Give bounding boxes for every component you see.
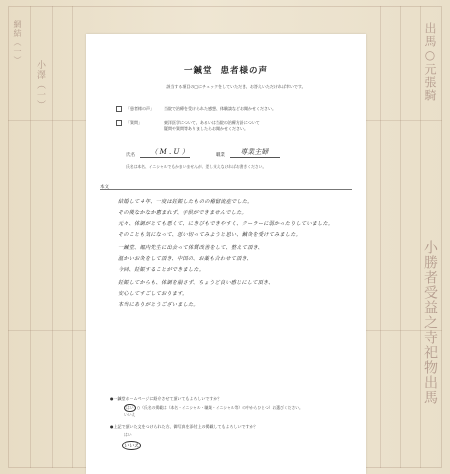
body-label: 本文 <box>100 185 109 190</box>
column-rule <box>52 6 53 468</box>
handwritten-line: 本当にありがとうございました。 <box>118 302 199 308</box>
option-desc-line: 疑問や質問等ありましたらお聞かせください。 <box>164 126 248 131</box>
handwritten-line: 安心してすごしております。 <box>118 291 188 297</box>
name-field[interactable] <box>140 148 190 158</box>
job-label: 職業 <box>215 153 225 158</box>
name-job-row <box>126 148 280 158</box>
option-desc: 当院で治療を受けられた感想、体験談などお聞かせください。 <box>164 106 276 111</box>
clinic-name: 一鍼堂 <box>183 66 213 76</box>
option-desc-line: 東洋医学について、あるいは当院の治療方針について <box>164 120 260 125</box>
answer-no[interactable]: いいえ <box>124 443 140 449</box>
handwritten-line: 一鍼堂、堀内先生に出会って体質改善をして、整えて頂き、 <box>118 245 264 251</box>
handwritten-line: 今回、妊娠することができました。 <box>118 267 205 273</box>
question-homepage-sub <box>124 404 303 412</box>
option-label: 「質問」 <box>126 120 142 125</box>
name-note: 氏名は本名、イニシャルでもかまいませんが、差し支えなければお書きください。 <box>126 164 267 169</box>
body-area[interactable] <box>100 189 352 388</box>
sheet-title <box>86 64 366 76</box>
intro-line: 該当する項目の□にチェックをしていただき、お答えいただければ幸いです。 <box>166 84 306 89</box>
handwritten-line: 結婚して４年、一度は妊娠したものの稽留流産でした。 <box>118 199 253 205</box>
left-margin-text: 網結（一） <box>13 20 22 65</box>
question-photo: ●上記で頂いた文をつけられた方、御写真を添付上の掲載してもよろしいですか？ <box>110 424 258 429</box>
column-rule <box>380 6 381 468</box>
job-value: 専業主婦 <box>240 148 269 156</box>
answer-circled <box>122 441 141 450</box>
handwritten-line: その後なかなか恵まれず、子供ができませんでした。 <box>118 210 247 216</box>
column-rule <box>400 6 401 468</box>
question-homepage: ●一鍼堂ホームページに紹介させて頂いてもよろしいですか？ <box>110 396 222 401</box>
checkbox[interactable] <box>116 106 122 112</box>
column-rule <box>30 6 31 468</box>
form-title: 患者様の声 <box>220 66 269 76</box>
option-patient-voice <box>116 106 276 112</box>
column-rule <box>72 6 73 468</box>
answer-yes[interactable]: はい <box>124 432 132 437</box>
option-question <box>116 120 260 132</box>
left-margin-text: 小澤（一） <box>35 60 45 110</box>
handwritten-line: 元々、体調がとても悪くて、にきびもできやすく、クーラーに弱かったりしていました。 <box>118 221 334 227</box>
answer-sub-text: ○（氏名の掲載は（本名・イニシャル・職業・イニシャル等）の中からひとつ）お選びください。 <box>136 405 303 410</box>
handwritten-line: 妊娠してからも、体調を崩さず、ちょうど良い感じにして頂き、 <box>118 280 274 286</box>
handwritten-line: 温かいお灸をして頂き、中国の、お薬も合わせて頂き、 <box>118 256 253 262</box>
testimonial-sheet <box>86 34 366 474</box>
job-field[interactable] <box>230 148 280 158</box>
handwritten-line: そのことも気になって、思い切ってみようと思い、鍼灸を受けてみました。 <box>118 232 302 238</box>
right-margin-text: 出馬○元張騎 <box>423 22 437 102</box>
checkbox[interactable] <box>116 120 122 126</box>
option-desc <box>164 120 260 132</box>
answer-no[interactable]: いいえ <box>124 412 136 417</box>
right-margin-text: 小勝者受益之寺祀物出馬 <box>422 240 438 405</box>
name-value: （ M . U ） <box>150 148 189 156</box>
answer-yes[interactable]: はい <box>126 405 134 410</box>
option-label: 「患者様の声」 <box>126 106 154 111</box>
intro-text <box>126 84 346 89</box>
name-label: 氏名 <box>126 153 135 158</box>
